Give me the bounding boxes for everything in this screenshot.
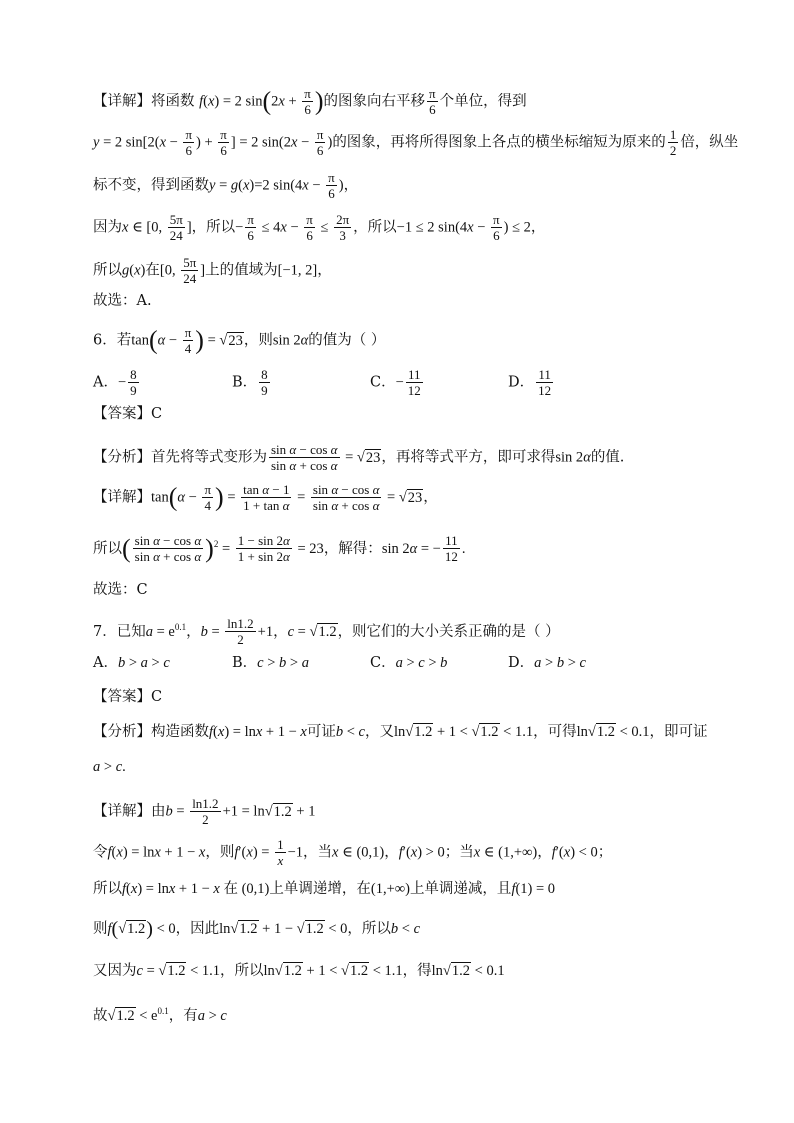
detail-tag: 【详解】	[93, 93, 151, 110]
q6-detail-line2: 所以( $\frac{\text{sin α − cos α}}{\text{sin α + cos α}}$ )$^2$ = $\frac{1 - \sin 2\alpha}{1 + \sin 2\alpha}$ = 23，解得：sin 2α = − $\frac{11}{12}$ .	[93, 533, 466, 565]
q6-stem: 6．若tan(α − $\frac{\pi}{4}$ ) = √23，则sin 2α的值为（ ）	[93, 325, 386, 356]
q7-detail-line2: 令f(x) = lnx + 1 − x，则f′(x) = $\frac{1}{x}$ −1，当x ∈ (0,1)，f′(x) > 0；当x ∈ (1,+∞)，f′(x) < 0；	[93, 837, 613, 868]
q5-detail-line4: 因为x ∈ [0, $\frac{5\pi}{24}$ ]，所以− $\frac{\pi}{6}$ ≤ 4x − $\frac{\pi}{6}$ ≤ $\frac{2\pi}{3}$ ，所以−1 ≤ 2 sin(4x − $\frac{\pi}{6}$ ) ≤ 2，	[93, 212, 546, 243]
q6-option-a[interactable]: A．− $\frac{8}{9}$	[93, 367, 137, 398]
q6-option-c[interactable]: C．− $\frac{11}{12}$	[370, 367, 421, 398]
q5-choice: 故选：A.	[93, 293, 152, 309]
q7-option-b[interactable]: B．c > b > a	[232, 655, 309, 671]
q6-option-b[interactable]: B． $\frac{8}{9}$	[232, 367, 268, 398]
q6-answer: 【答案】C	[93, 406, 163, 422]
q7-option-d[interactable]: D．a > b > c	[508, 655, 586, 671]
q7-option-a[interactable]: A．b > a > c	[93, 655, 170, 671]
q6-choice: 故选：C	[93, 582, 148, 598]
q5-detail-line2: y = 2 sin[2(x − $\frac{\pi}{6}$ ) + $\frac{\pi}{6}$ ] = 2 sin(2x − $\frac{\pi}{6}$ )的图象，再将所得图象上各点的横坐标缩短为原来的 $\frac{1}{2}$ 倍，纵坐	[93, 127, 739, 158]
q5-detail-line5: 所以g(x)在[0, $\frac{5\pi}{24}$ ]上的值域为[−1, 2]，	[93, 255, 332, 286]
q7-analysis-line2: a > c.	[93, 759, 126, 775]
q7-answer: 【答案】C	[93, 689, 163, 705]
q7-detail-line5: 又因为c = √1.2 < 1.1，所以ln√1.2 + 1 < √1.2 < 1.1，得ln√1.2 < 0.1	[93, 963, 505, 979]
q7-stem: 7．已知$a = e^{0.1}$，b = $\frac{\ln 1.2}{2}$ +1，c = √1.2，则它们的大小关系正确的是（ ）	[93, 616, 560, 648]
q6-detail-line1: 【详解】tan(α − $\frac{\pi}{4}$ ) = $\frac{\text{tan α − 1}}{\text{1 + tan α}}$ = $\frac{\text{sin α − cos α}}{\text{sin α + cos α}}$ = √23，	[93, 482, 438, 513]
q5-detail-line1: 【详解】将函数 f(x) = 2 sin(2x + $\frac{\pi}{6}$ )的图象向右平移 $\frac{\pi}{6}$ 个单位，得到	[93, 86, 527, 117]
q7-option-c[interactable]: C．a > c > b	[370, 655, 448, 671]
q5-detail-line3: 标不变，得到函数y = g(x)=2 sin(4x − $\frac{\pi}{6}$ )，	[93, 170, 359, 201]
q6-option-d[interactable]: D． $\frac{11}{12}$	[508, 367, 552, 398]
q6-analysis: 【分析】首先将等式变形为 $\frac{\text{sin α − cos α}}{\text{sin α + cos α}}$ = √23，再将等式平方，即可求得sin 2α的值.	[93, 442, 625, 473]
q7-analysis-line1: 【分析】构造函数f(x) = lnx + 1 − x可证b < c，又ln√1.2 + 1 < √1.2 < 1.1，可得ln√1.2 < 0.1，即可证	[93, 724, 708, 740]
q7-detail-line4: 则f(√1.2) < 0，因此ln√1.2 + 1 − √1.2 < 0，所以b < c	[93, 918, 421, 940]
q7-detail-line3: 所以f(x) = lnx + 1 − x 在 (0,1)上单调递增，在(1,+∞)上单调递减，且f(1) = 0	[93, 881, 556, 897]
q7-detail-line6: 故$√1.2 < e^{0.1}$，有a > c	[93, 1006, 227, 1024]
q7-detail-line1: 【详解】由b = $\frac{\ln 1.2}{2}$ +1 = ln√1.2 + 1	[93, 796, 316, 827]
